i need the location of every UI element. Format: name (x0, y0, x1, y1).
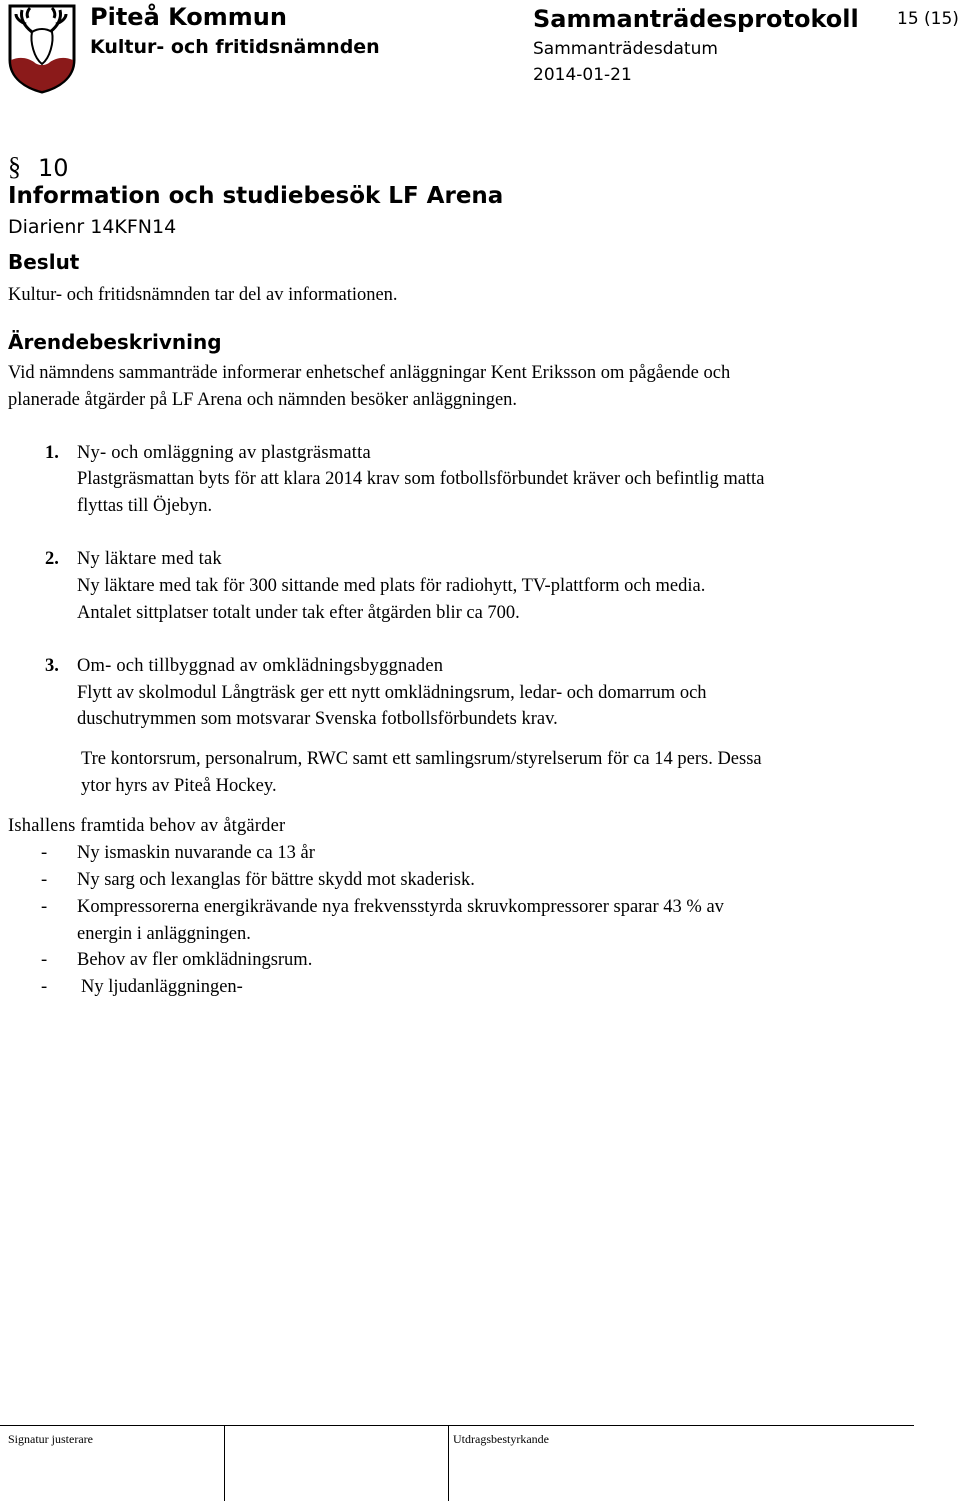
footer-divider (448, 1425, 449, 1501)
footer-rule (0, 1425, 914, 1426)
committee-name: Kultur- och fritidsnämnden (90, 36, 380, 58)
organization-name: Piteå Kommun (90, 3, 287, 31)
item-text-line: Antalet sittplatser totalt under tak efter åtgärden blir ca 700. (77, 603, 520, 623)
page-number: 15 (15) (897, 9, 959, 29)
item-heading: Ny- och omläggning av plastgräsmatta (77, 443, 371, 463)
case-description-line: Vid nämndens sammanträde informerar enhetschef anläggningar Kent Eriksson om pågående och (8, 363, 731, 383)
item-number: 2. (45, 549, 59, 569)
decision-text: Kultur- och fritidsnämnden tar del av informationen. (8, 285, 398, 305)
item-text-line: Plastgräsmattan byts för att klara 2014 krav som fotbollsförbundet kräver och befintlig matta (77, 469, 765, 489)
bullet-item: Ny ismaskin nuvarande ca 13 år (77, 843, 315, 863)
meeting-date: 2014-01-21 (533, 65, 632, 85)
bullet-dash: - (41, 870, 48, 890)
signature-label: Signatur justerare (8, 1432, 93, 1446)
item-extra-line: Tre kontorsrum, personalrum, RWC samt ett samlingsrum/styrelserum för ca 14 pers. Dessa (81, 749, 762, 769)
item-text-line: Flytt av skolmodul Långträsk ger ett nytt omklädningsrum, ledar- och domarrum och (77, 683, 707, 703)
item-text-line: duschutrymmen som motsvarar Svenska fotbollsförbundets krav. (77, 709, 558, 729)
diary-number: Diarienr 14KFN14 (8, 216, 177, 238)
bullet-item: Behov av fler omklädningsrum. (77, 950, 313, 970)
bullet-dash: - (41, 843, 48, 863)
case-description-line: planerade åtgärder på LF Arena och nämnden besöker anläggningen. (8, 390, 518, 410)
item-extra-line: ytor hyrs av Piteå Hockey. (81, 776, 277, 796)
item-number: 1. (45, 443, 59, 463)
section-title: Information och studiebesök LF Arena (8, 183, 504, 209)
bullet-dash: - (41, 950, 48, 970)
item-number: 3. (45, 656, 59, 676)
footer-divider (224, 1425, 225, 1501)
item-text-line: flyttas till Öjebyn. (77, 496, 213, 516)
extract-certification-label: Utdragsbestyrkande (453, 1432, 549, 1446)
bullet-item: Ny ljudanläggningen- (81, 977, 243, 997)
bullet-item: Kompressorerna energikrävande nya frekvensstyrda skruvkompressorer sparar 43 % av (77, 897, 724, 917)
decision-heading: Beslut (8, 250, 80, 274)
bullet-dash: - (41, 977, 48, 997)
document-type: Sammanträdesprotokoll (533, 5, 859, 33)
case-description-heading: Ärendebeskrivning (8, 330, 222, 354)
ice-rink-heading: Ishallens framtida behov av åtgärder (8, 816, 286, 836)
bullet-item-continuation: energin i anläggningen. (77, 924, 251, 944)
bullet-dash: - (41, 897, 48, 917)
item-heading: Om- och tillbyggnad av omklädningsbyggnaden (77, 656, 444, 676)
section-number: 10 (38, 154, 69, 182)
section-symbol: § (8, 152, 21, 181)
meeting-date-label: Sammanträdesdatum (533, 39, 718, 59)
item-text-line: Ny läktare med tak för 300 sittande med plats för radiohytt, TV-plattform och media. (77, 576, 706, 596)
bullet-item: Ny sarg och lexanglas för bättre skydd mot skaderisk. (77, 870, 475, 890)
coat-of-arms-logo (6, 2, 78, 94)
item-heading: Ny läktare med tak (77, 549, 222, 569)
